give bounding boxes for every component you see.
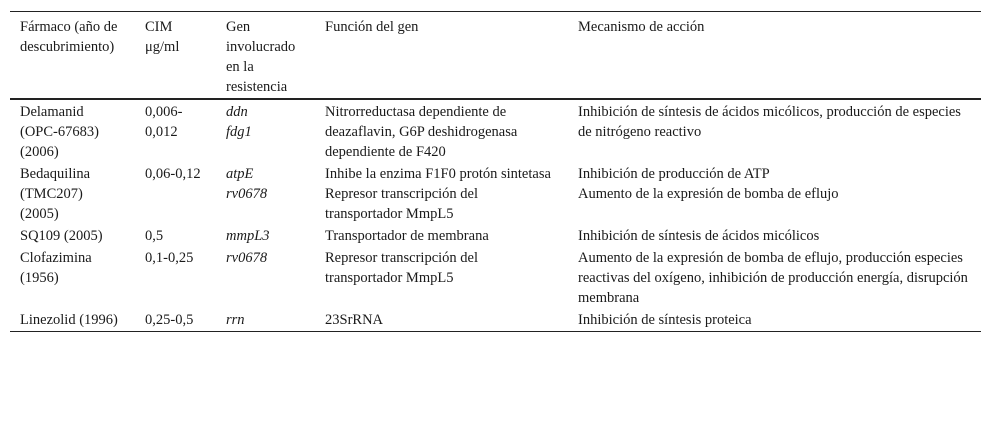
cell-cim: 0,06-0,12: [145, 165, 201, 182]
cell-funcion: [315, 246, 568, 308]
mechanism-text: Inhibición de síntesis proteica: [578, 311, 752, 328]
cell-funcion: [315, 308, 568, 332]
cell-mecanismo: [568, 246, 981, 308]
cell-cim: 0,1-0,25: [145, 249, 194, 266]
drug-table-container: [10, 11, 981, 332]
header-mecanismo: Mecanismo de acción: [578, 19, 705, 35]
cell-farmaco: Bedaquilina (TMC207) (2005): [20, 165, 91, 222]
gene-name: ddn: [226, 103, 248, 120]
gene-function-text: Represor transcripción del transportador MmpL5: [325, 185, 479, 222]
header-cim: CIM μg/ml: [145, 19, 180, 55]
gene-name: atpE: [226, 165, 254, 182]
table-row: [10, 99, 981, 162]
gene-function-text: 23SrRNA: [325, 311, 384, 328]
gene-name: rv0678: [226, 249, 268, 266]
cell-funcion: [315, 99, 568, 162]
table-row: [10, 224, 981, 246]
cell-funcion: [315, 224, 568, 246]
gene-name: mmpL3: [226, 227, 270, 244]
header-funcion: Función del gen: [325, 19, 419, 35]
cell-cim: 0,006-0,012: [145, 103, 183, 140]
cell-mecanismo: [568, 224, 981, 246]
cell-funcion: [315, 162, 568, 224]
cell-cim: 0,5: [145, 227, 164, 244]
cell-mecanismo: [568, 308, 981, 332]
cell-gen: [216, 246, 315, 308]
gene-name: rrn: [226, 311, 245, 328]
gene-name: rv0678: [226, 185, 268, 202]
cell-cim: 0,25-0,5: [145, 311, 194, 328]
cell-gen: [216, 224, 315, 246]
cell-mecanismo: [568, 162, 981, 224]
table-body: [10, 99, 981, 332]
cell-gen: [216, 99, 315, 162]
mechanism-text: Aumento de la expresión de bomba de eflujo, producción especies reactivas del oxígeno, inhibición de producción energía, disrupción membrana: [578, 249, 968, 306]
cell-farmaco: Delamanid (OPC-67683) (2006): [20, 103, 99, 160]
cell-farmaco: SQ109 (2005): [20, 227, 103, 244]
header-gen: Gen involucrado en la resistencia: [226, 19, 296, 95]
header-farmaco: Fármaco (año de descubrimiento): [20, 19, 118, 55]
table-row: [10, 308, 981, 332]
cell-gen: [216, 162, 315, 224]
mechanism-text: Aumento de la expresión de bomba de eflujo: [578, 185, 839, 202]
cell-mecanismo: [568, 99, 981, 162]
cell-gen: [216, 308, 315, 332]
mechanism-text: Inhibición de síntesis de ácidos micólicos, producción de especies de nitrógeno reactivo: [578, 103, 961, 140]
cell-farmaco: Linezolid (1996): [20, 311, 118, 328]
gene-function-text: Nitrorreductasa dependiente de deazaflavin, G6P deshidrogenasa dependiente de F420: [325, 103, 518, 160]
mechanism-text: Inhibición de síntesis de ácidos micólicos: [578, 227, 820, 244]
gene-function-text: Transportador de membrana: [325, 227, 489, 244]
table-row: [10, 162, 981, 224]
gene-function-text: Inhibe la enzima F1F0 protón sintetasa: [325, 165, 551, 182]
drug-resistance-table: [10, 11, 981, 332]
table-row: [10, 246, 981, 308]
gene-function-text: Represor transcripción del transportador MmpL5: [325, 249, 479, 286]
gene-name: fdg1: [226, 123, 252, 140]
table-header-row: [10, 12, 981, 99]
cell-farmaco: Clofazimina (1956): [20, 249, 92, 286]
mechanism-text: Inhibición de producción de ATP: [578, 165, 770, 182]
